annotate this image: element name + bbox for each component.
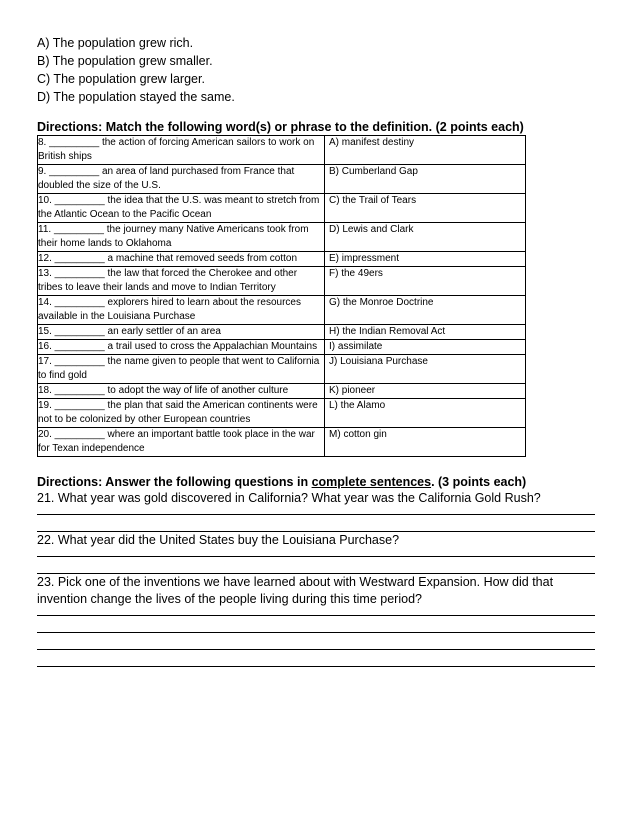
answer-line[interactable] [37,549,595,557]
directions-underlined: complete sentences [311,475,432,489]
question-21: 21. What year was gold discovered in California? What year was the California Gold Rush? [37,491,541,505]
choice-a: A) The population grew rich. [37,36,194,50]
question-22: 22. What year did the United States buy the Louisiana Purchase? [37,533,400,547]
short-answer-directions [37,474,595,490]
directions-suffix: . (3 points each) [431,475,527,489]
definition-cell[interactable]: 9. _________ an area of land purchased from France that doubled the size of the U.S. [38,165,325,194]
definition-cell[interactable]: 12. _________ a machine that removed seeds from cotton [38,252,325,267]
definition-cell[interactable]: 14. _________ explorers hired to learn about the resources available in the Louisiana Purchase [38,296,325,325]
definition-cell[interactable]: 19. _________ the plan that said the American continents were not to be colonized by other European countries [38,399,325,428]
definition-cell[interactable]: 15. _________ an early settler of an area [38,325,325,340]
matching-row [38,136,526,165]
matching-row [38,267,526,296]
answer-choice-cell: E) impressment [325,252,526,267]
definition-cell[interactable]: 8. _________ the action of forcing American sailors to work on British ships [38,136,325,165]
definition-cell[interactable]: 11. _________ the journey many Native Americans took from their home lands to Oklahoma [38,223,325,252]
matching-row [38,296,526,325]
answer-choice-cell: C) the Trail of Tears [325,194,526,223]
worksheet-page [37,34,595,667]
matching-row [38,428,526,457]
matching-row [38,340,526,355]
matching-row [38,194,526,223]
definition-cell[interactable]: 17. _________ the name given to people that went to California to find gold [38,355,325,384]
answer-line[interactable] [37,616,595,633]
definition-cell[interactable]: 16. _________ a trail used to cross the Appalachian Mountains [38,340,325,355]
matching-row [38,384,526,399]
matching-row [38,325,526,340]
answer-choice-cell: I) assimilate [325,340,526,355]
answer-choice-cell: A) manifest destiny [325,136,526,165]
answer-choice-cell: F) the 49ers [325,267,526,296]
definition-cell[interactable]: 10. _________ the idea that the U.S. was meant to stretch from the Atlantic Ocean to the Pacific Ocean [38,194,325,223]
matching-row [38,355,526,384]
question-23-line-1: 23. Pick one of the inventions we have learned about with Westward Expansion. How did that [37,575,554,589]
matching-row [38,165,526,194]
answer-choice-cell: G) the Monroe Doctrine [325,296,526,325]
short-answer-section [37,474,595,667]
answer-choice-cell: K) pioneer [325,384,526,399]
answer-line[interactable] [37,633,595,650]
choice-d: D) The population stayed the same. [37,90,235,104]
answer-line[interactable] [37,608,595,616]
answer-line[interactable] [37,650,595,667]
choice-b: B) The population grew smaller. [37,54,213,68]
answer-choice-cell: M) cotton gin [325,428,526,457]
directions-prefix: Directions: Answer the following questions in [37,475,312,489]
definition-cell[interactable]: 18. _________ to adopt the way of life of another culture [38,384,325,399]
answer-choice-cell: B) Cumberland Gap [325,165,526,194]
choice-c: C) The population grew larger. [37,72,205,86]
definition-cell[interactable]: 13. _________ the law that forced the Cherokee and other tribes to leave their lands and move to Indian Territory [38,267,325,296]
answer-choice-cell: H) the Indian Removal Act [325,325,526,340]
answer-line[interactable] [37,515,595,532]
matching-row [38,223,526,252]
answer-choice-cell: D) Lewis and Clark [325,223,526,252]
answer-line[interactable] [37,507,595,515]
answer-choice-cell: L) the Alamo [325,399,526,428]
answer-line[interactable] [37,557,595,574]
matching-row [38,252,526,267]
matching-row [38,399,526,428]
definition-cell[interactable]: 20. _________ where an important battle took place in the war for Texan independence [38,428,325,457]
matching-table [37,135,526,457]
multiple-choice-options [37,34,595,106]
answer-choice-cell: J) Louisiana Purchase [325,355,526,384]
matching-directions: Directions: Match the following word(s) or phrase to the definition. (2 points each) [37,120,524,134]
question-23-line-2: invention change the lives of the people living during this time period? [37,592,422,606]
